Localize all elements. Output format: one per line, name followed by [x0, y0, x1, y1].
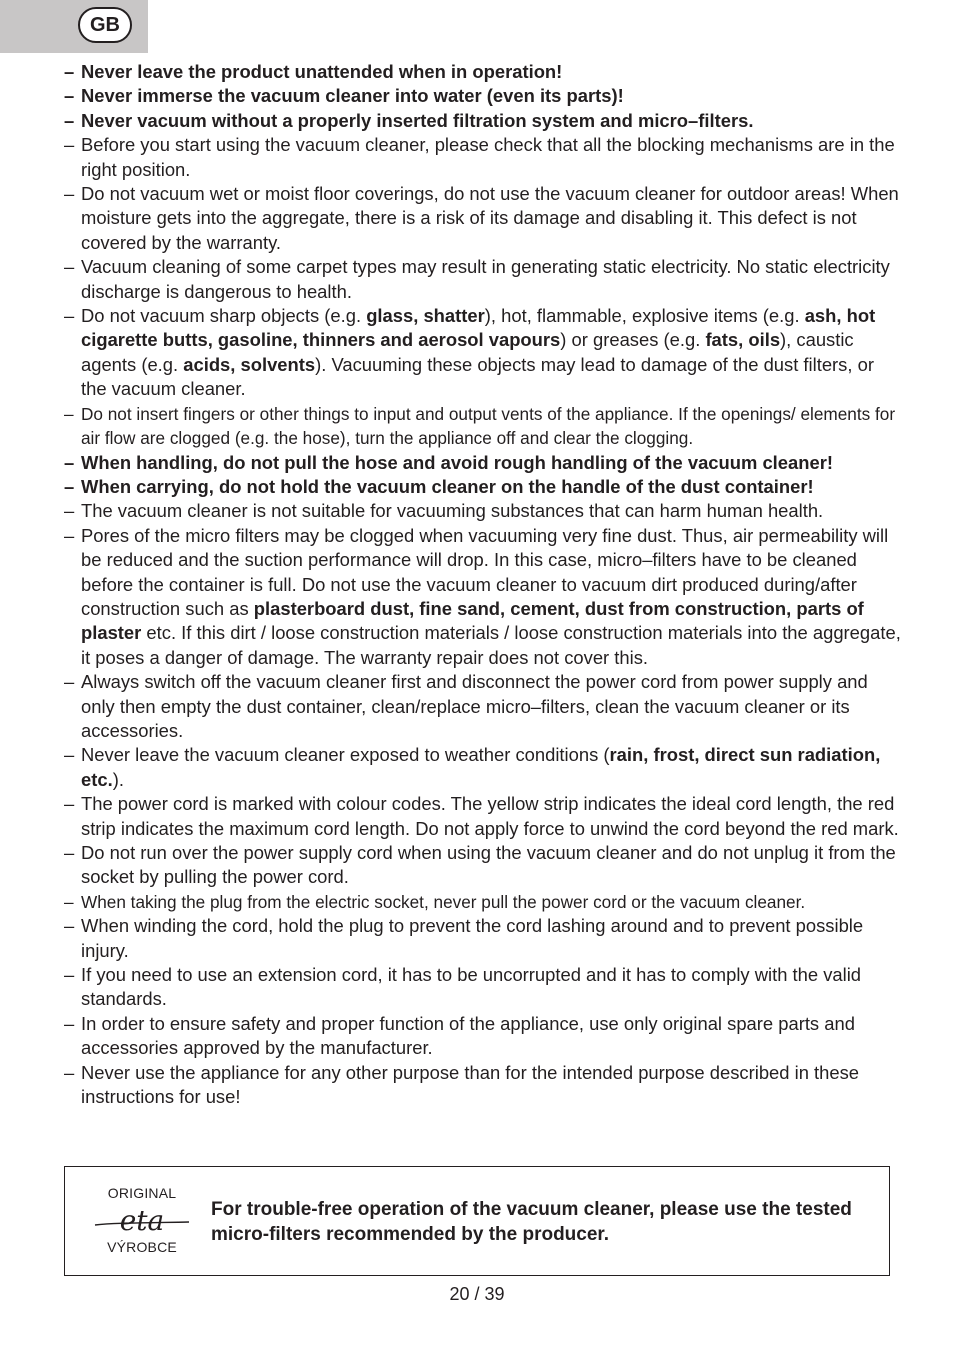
list-item	[64, 451, 904, 475]
list-dash: –	[64, 61, 75, 82]
logo-bottom-text: VÝROBCE	[107, 1239, 177, 1255]
list-item	[64, 402, 904, 451]
item-text: etc. If this dirt / loose construction materials / loose construction materials into the aggregate, it poses a danger of damage. The warranty repair does not cover this.	[81, 622, 901, 668]
list-dash: –	[64, 842, 75, 863]
item-text: ). Vacuuming these objects may lead to damage of the dust filters, or the vacuum cleaner.	[81, 353, 874, 400]
list-dash: –	[64, 1061, 75, 1083]
list-dash: –	[64, 891, 74, 912]
list-item	[64, 792, 904, 841]
list-item	[64, 109, 904, 133]
emphasis-text: glass, shatter	[366, 305, 485, 327]
list-item	[64, 841, 904, 890]
list-item	[64, 1061, 904, 1110]
item-text: Do not vacuum wet or moist floor coverings, do not use the vacuum cleaner for outdoor areas! When moisture gets into the aggregate, there is a risk of its damage and disabling it. This defect is not covered by the warranty.	[81, 183, 899, 253]
emphasis-text: acids, solvents	[183, 353, 316, 375]
item-text: Never immerse the vacuum cleaner into water (even its parts)!	[81, 85, 624, 107]
list-dash: –	[64, 134, 75, 156]
list-dash: –	[64, 793, 75, 815]
list-dash: –	[64, 451, 75, 473]
list-dash: –	[64, 524, 75, 546]
item-text: If you need to use an extension cord, it has to be uncorrupted and it has to comply with the valid standards.	[81, 964, 862, 1010]
item-text: Never use the appliance for any other purpose than for the intended purpose described in these instructions for use!	[81, 1061, 860, 1108]
list-item	[64, 255, 904, 304]
list-dash: –	[64, 85, 75, 107]
list-item	[64, 914, 904, 963]
emphasis-text: plasterboard dust, fine sand, cement, dust from construction, parts of plaster	[81, 597, 864, 644]
list-dash: –	[64, 305, 75, 327]
list-item	[64, 304, 904, 402]
list-dash: –	[64, 964, 75, 986]
list-item	[64, 524, 904, 670]
emphasis-text: rain, frost, direct sun radiation, etc.	[81, 744, 881, 790]
list-dash: –	[64, 500, 75, 522]
item-text: The vacuum cleaner is not suitable for vacuuming substances that can harm human health.	[81, 500, 824, 522]
list-dash: –	[64, 915, 75, 937]
item-text: ) or greases (e.g.	[560, 329, 706, 351]
item-text: Vacuum cleaning of some carpet types may result in generating static electricity. No static electricity discharge is dangerous to health.	[81, 256, 890, 302]
list-dash: –	[64, 256, 75, 278]
item-text: Before you start using the vacuum cleaner, please check that all the blocking mechanisms are in the right position.	[81, 134, 895, 180]
list-dash: –	[64, 475, 75, 497]
list-dash: –	[64, 744, 75, 766]
list-item	[64, 475, 904, 499]
item-text: In order to ensure safety and proper function of the appliance, use only original spare parts and accessories approved by the manufacturer.	[81, 1012, 855, 1059]
list-dash: –	[64, 671, 75, 693]
emphasis-text: ash, hot cigarette butts, gasoline, thinners and aerosol vapours	[81, 305, 876, 351]
list-dash: –	[64, 109, 75, 131]
list-dash: –	[64, 1012, 75, 1034]
item-text: Do not run over the power supply cord when using the vacuum cleaner and do not unplug it from the socket by pulling the power cord.	[81, 842, 896, 888]
page-number: 20 / 39	[449, 1284, 505, 1304]
eta-brand-icon	[93, 1203, 191, 1237]
item-text: ).	[112, 768, 124, 790]
item-text: ), caustic agents (e.g.	[81, 329, 854, 375]
list-dash: –	[64, 403, 74, 424]
list-item	[64, 743, 904, 792]
language-tab	[0, 0, 148, 53]
item-text: When taking the plug from the electric socket, never pull the power cord or the vacuum cleaner.	[81, 891, 806, 912]
item-text: Never leave the vacuum cleaner exposed to weather conditions (	[81, 744, 610, 766]
list-dash: –	[64, 183, 75, 205]
notice-text: For trouble-free operation of the vacuum cleaner, please use the tested micro-filters recommended by the producer.	[211, 1199, 852, 1245]
logo-brand-text: eta	[119, 1204, 165, 1237]
safety-instructions-list	[64, 60, 904, 1109]
item-text: Do not insert fingers or other things to input and output vents of the appliance. If the openings/ elements for air flow are clogged (e.g. the hose), turn the appliance off and clear the clogging.	[81, 403, 896, 449]
item-text: Never vacuum without a properly inserted filtration system and micro–filters.	[81, 109, 754, 131]
item-text: ), hot, flammable, explosive items (e.g.	[484, 305, 805, 327]
list-item	[64, 670, 904, 743]
list-item	[64, 890, 904, 914]
item-text: Do not vacuum sharp objects (e.g.	[81, 305, 367, 327]
list-item	[64, 499, 904, 523]
eta-original-logo	[87, 1183, 197, 1261]
language-badge: GB	[78, 7, 132, 43]
logo-top-text: ORIGINAL	[107, 1185, 177, 1201]
item-text: Pores of the micro filters may be clogged when vacuuming very fine dust. Thus, air permeability will be reduced and the suction performance will drop. In this case, micro–filters have to be cleaned before the container is full. Do not use the vacuum cleaner to vacuum dirt produced during/after construction such as	[81, 524, 889, 619]
item-text: The power cord is marked with colour codes. The yellow strip indicates the ideal cord length, the red strip indicates the maximum cord length. Do not apply force to unwind the cord beyond the red mark.	[81, 793, 899, 839]
list-item	[64, 963, 904, 1012]
list-item	[64, 84, 904, 108]
item-text: When carrying, do not hold the vacuum cleaner on the handle of the dust container!	[81, 475, 814, 497]
item-text: Never leave the product unattended when in operation!	[81, 61, 563, 82]
item-text: When winding the cord, hold the plug to prevent the cord lashing around and to prevent possible injury.	[81, 915, 864, 961]
emphasis-text: fats, oils	[705, 329, 781, 351]
list-item	[64, 1012, 904, 1061]
list-item	[64, 60, 904, 84]
list-item	[64, 133, 904, 182]
item-text: When handling, do not pull the hose and avoid rough handling of the vacuum cleaner!	[81, 451, 833, 473]
item-text: Always switch off the vacuum cleaner first and disconnect the power cord from power supply and only then empty the dust container, clean/replace micro–filters, clean the vacuum cleaner or its accessories.	[81, 671, 868, 741]
notice-box	[64, 1166, 890, 1276]
list-item	[64, 182, 904, 255]
